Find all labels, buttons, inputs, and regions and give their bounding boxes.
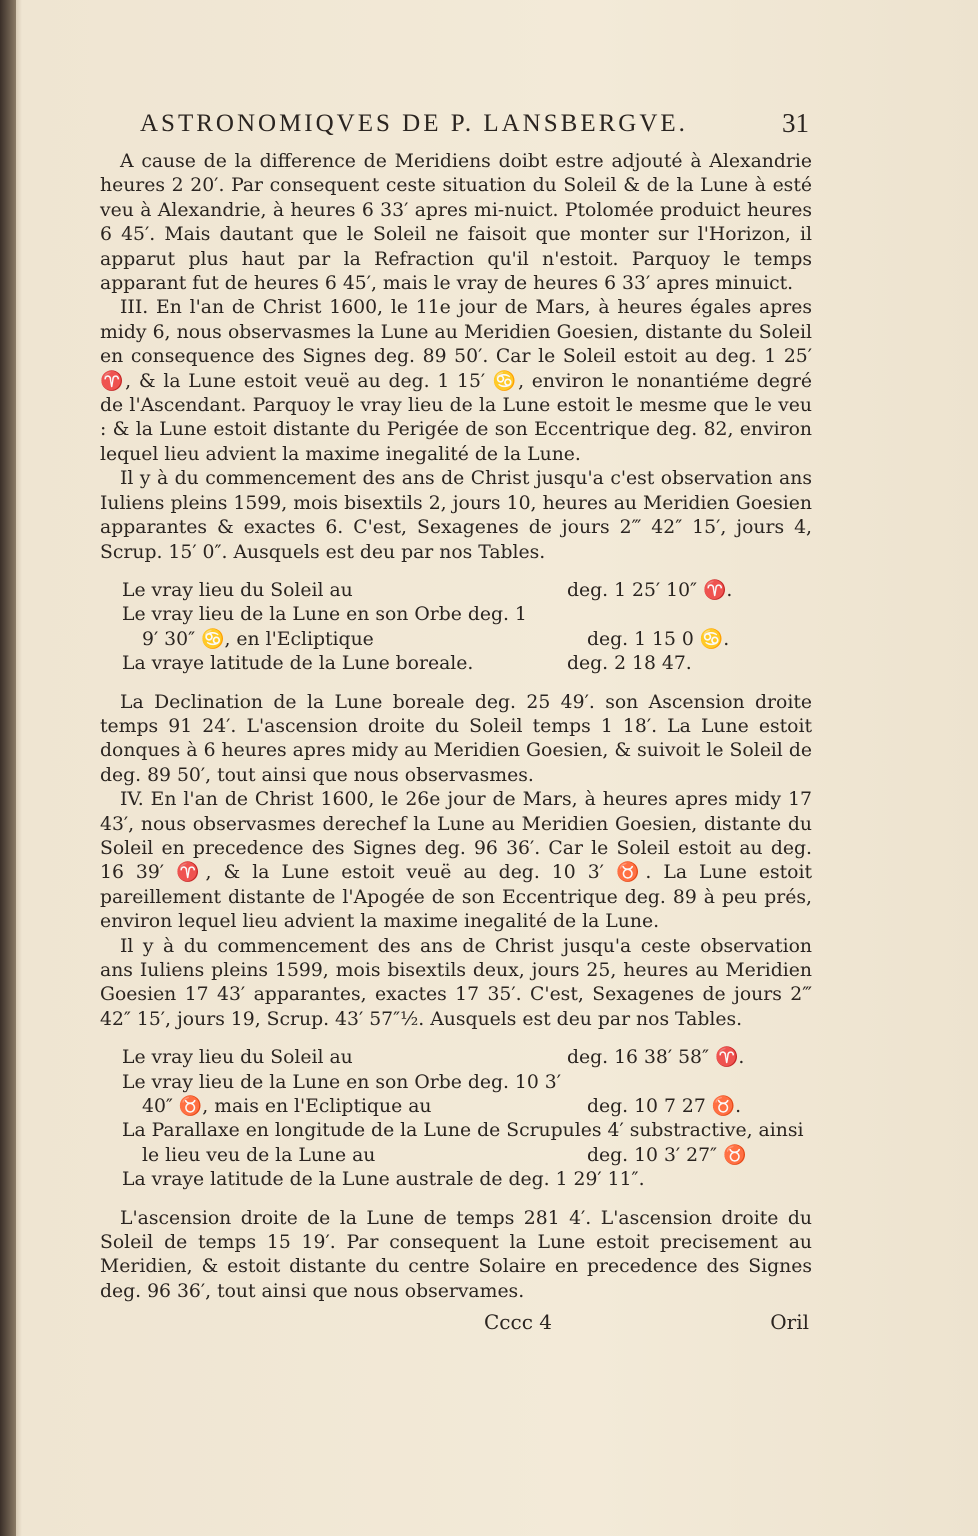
row-label: 9′ 30″ ♋, en l'Ecliptique [142,628,374,650]
paragraph: III. En l'an de Christ 1600, le 11e jour de Mars, à heures égales apres midy 6, nous observasmes la Lune au Meridien Goesien, distante du Soleil en consequence des Signes deg. 89 50′. Car le Soleil estoit au deg. 1 25′ ♈, & la Lune estoit veuë au deg. 1 15′ ♋, environ le nonantiéme degré de l'Ascendant. Parquoy le vray lieu de la Lune estoit le mesme que le veu : & la Lune estoit distante du Perigée de son Eccentrique deg. 82, environ lequel lieu advient la maxime inegalité de la Lune. [100,297,812,465]
table-observation-iii [122,579,812,677]
signature-mark: Cccc 4 [484,1310,552,1334]
row-label: Le vray lieu de la Lune en son Orbe deg. 10 3′ [122,1071,562,1093]
table-observation-iv [122,1046,812,1192]
table-row [122,1144,812,1168]
paragraph: La Declination de la Lune boreale deg. 25 49′. son Ascension droite temps 91 24′. L'ascension droite du Soleil temps 1 18′. La Lune estoit donques à 6 heures apres midy au Meridien Goesien, & suivoit le Soleil de deg. 89 50′, tout ainsi que nous observasmes. [100,691,812,786]
table-row [122,579,812,603]
paragraph: L'ascension droite de la Lune de temps 281 4′. L'ascension droite du Soleil de temps 15 19′. Par consequent la Lune estoit precisement au Meridien, & estoit distante du centre Solaire en precedence des Signes deg. 96 36′, tout ainsi que nous observames. [100,1207,812,1302]
row-label: La vraye latitude de la Lune boreale. [122,653,474,675]
table-row [122,1168,812,1192]
row-value [567,603,812,627]
table-row [122,1046,812,1070]
row-value: deg. 10 7 27 ♉. [587,1096,742,1118]
table-row [122,628,812,652]
main-text [100,150,812,1304]
table-row [122,652,812,676]
table-row [122,1095,812,1119]
catchword: Oril [770,1310,809,1334]
paragraph: IV. En l'an de Christ 1600, le 26e jour de Mars, à heures apres midy 17 43′, nous observasmes derechef la Lune au Meridien Goesien, distante du Soleil en precedence des Signes deg. 96 36′. Car le Soleil estoit au deg. 16 39′ ♈, & la Lune estoit veuë au deg. 10 3′ ♉. La Lune estoit pareillement distante de l'Apogée de son Eccentrique deg. 89 à peu prés, environ lequel lieu advient la maxime inegalité de la Lune. [100,789,812,933]
row-value [567,1071,812,1095]
paragraph: A cause de la difference de Meridiens doibt estre adjouté à Alexandrie heures 2 20′. Par consequent ceste situation du Soleil & de la Lune à esté veu à Alexandrie, à heures 6 33′ apres mi-nuict. Ptolomée produict heures 6 45′. Mais dautant que le Soleil ne faisoit que monter sur l'Horizon, il apparut plus haut par la Refraction qu'il n'estoit. Parquoy le temps apparant fut de heures 6 45′, mais le vray de heures 6 33′ apres minuict. [100,151,812,295]
row-value: deg. 10 3′ 27″ ♉ [587,1144,747,1166]
table-row [122,1071,812,1095]
row-value: deg. 16 38′ 58″ ♈. [567,1047,745,1069]
row-label: 40″ ♉, mais en l'Ecliptique au [142,1096,432,1118]
row-label: le lieu veu de la Lune au [142,1144,376,1166]
row-label: Le vray lieu du Soleil au [122,579,353,601]
row-label: La Parallaxe en longitude de la Lune de Scrupules 4′ substractive, ainsi [122,1120,804,1142]
row-value: deg. 1 15 0 ♋. [587,628,730,650]
paragraph: Il y à du commencement des ans de Christ jusqu'a ceste observation ans Iuliens pleins 1599, mois bisextils deux, jours 25, heures au Meridien Goesien 17 43′ apparantes, exactes 17 35′. C'est, Sexagenes de jours 2‴ 42″ 15′, jours 19, Scrup. 43′ 57″½. Ausquels est deu par nos Tables. [100,935,812,1030]
table-row [122,1119,812,1143]
page-footer [484,1310,809,1334]
table-row [122,603,812,627]
paragraph: Il y à du commencement des ans de Christ jusqu'a c'est observation ans Iuliens pleins 1599, mois bisextils 2, jours 10, heures au Meridien Goesien apparantes & exactes 6. C'est, Sexagenes de jours 2‴ 42″ 15′, jours 4, Scrup. 15′ 0″. Ausquels est deu par nos Tables. [100,468,812,563]
row-value: deg. 2 18 47. [567,653,692,675]
row-label: Le vray lieu du Soleil au [122,1047,353,1069]
book-gutter [0,0,16,1536]
page-number: 31 [782,108,809,138]
running-title: ASTRONOMIQVES DE P. LANSBERGVE. [140,110,688,137]
row-label: Le vray lieu de la Lune en son Orbe deg. 1 [122,604,527,626]
row-label: La vraye latitude de la Lune australe de deg. 1 29′ 11″. [122,1169,645,1191]
row-value: deg. 1 25′ 10″ ♈. [567,579,733,601]
